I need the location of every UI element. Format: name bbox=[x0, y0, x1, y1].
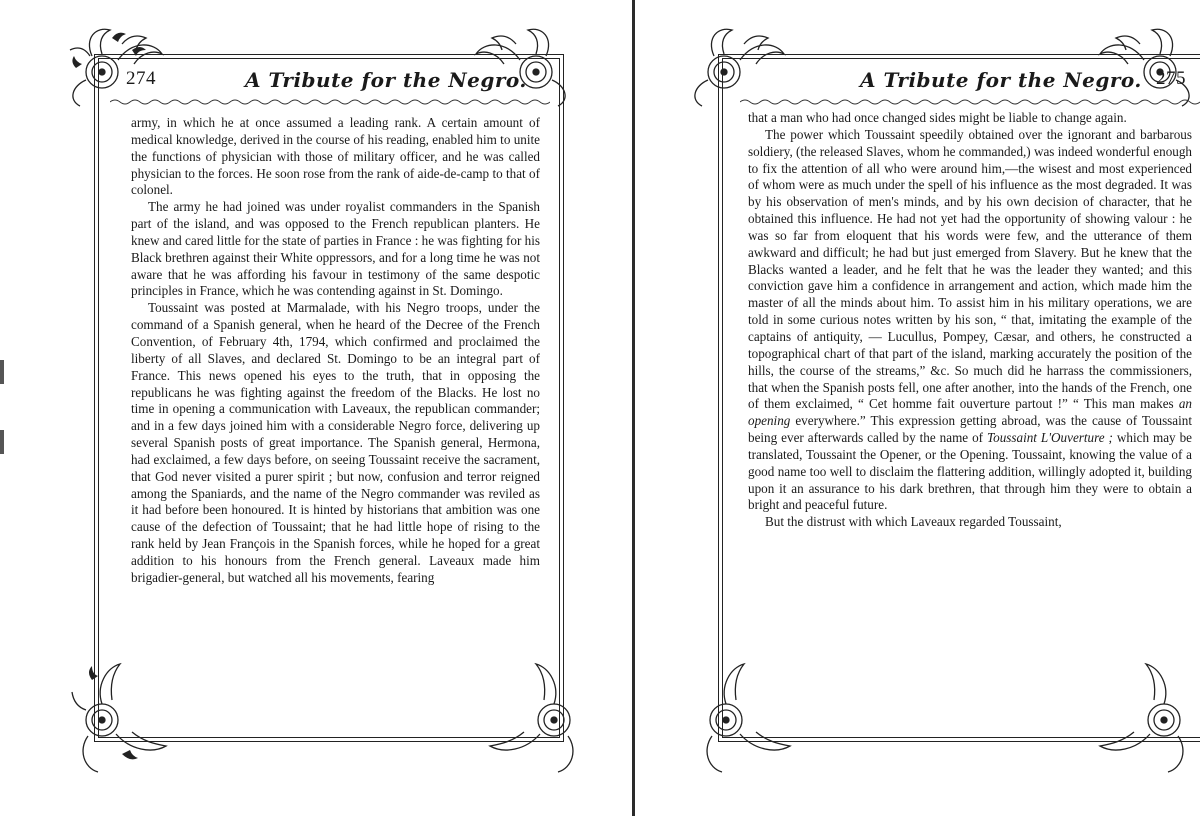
paragraph: that a man who had once changed sides might be liable to change again. bbox=[748, 110, 1127, 125]
running-title: A Tribute for the Negro. bbox=[860, 68, 1142, 92]
book-gutter bbox=[632, 0, 635, 816]
wavy-rule bbox=[110, 98, 550, 106]
paragraph bbox=[748, 127, 1192, 514]
page-number: 275 bbox=[1156, 68, 1186, 89]
paragraph: Toussaint was posted at Marmalade, with his Negro troops, under the command of a Spanish general, when he heard of the Decree of the French Convention, of February 4th, 1794, which confirmed and proclaimed the liberty of all Slaves, and declared St. Domingo to be an integral part of France. This news opened his eyes to the truth, that in opposing the republicans he was fighting against the freedom of the Blacks. He lost no time in opening a communication with Laveaux, the republican commander; and in a few days joined him with a considerable Negro force, delivering up several Spanish posts of great importance. The Spanish general, Hermona, had exclaimed, a few days before, on seeing Toussaint receive the sacrament, that God never visited a purer spirit ; but now, confusion and terror reigned among the Spaniards, and the name of the Negro commander was reviled as it had before been honoured. It is hinted by historians that ambition was one cause of the defection of Toussaint; that he had little hope of rising to the rank held by Jean François in the Spanish forces, while he hoped for a great addition to his honours from the French general. Laveaux made him brigadier-general, but watched all his movements, fearing bbox=[131, 300, 540, 585]
running-header bbox=[740, 68, 1200, 108]
right-page bbox=[640, 0, 1200, 816]
body-text bbox=[748, 110, 1192, 531]
paragraph-text: everywhere.” This expression getting abroad, was the cause of Toussaint being ever afterwards called by the name of bbox=[748, 413, 1192, 446]
paragraph: But the distrust with which Laveaux regarded Toussaint, bbox=[765, 514, 1062, 530]
corner-ornament-bottom-left bbox=[690, 650, 800, 780]
corner-ornament-bottom-right bbox=[1090, 650, 1200, 780]
italic-phrase: an opening bbox=[748, 396, 1192, 429]
paragraph-text: The power which Toussaint speedily obtained over the ignorant and barbarous soldiery, (the released Slaves, whom he commanded,) was indeed wonderful enough to fix the attention of all who were around him,—the wisest and most experienced of whom were as much under the spell of his influence as the most degraded. It was by his observation of men's minds, and by his own decision of character, that he obtained this influence. He had not yet had the opportunity of showing valour : he was so far from eloquent that his words were few, and the utterance of them awkward and difficult; he had but just emerged from Slavery. But he knew that the Blacks wanted a leader, and he felt that he was the leader they wanted; and this conviction gave him a confidence in arrangement and action, which made him the master of all the minds about him. To assist him in his military operations, we are told in some curious notes written by his son, “ that, imitating the example of the captains of antiquity, — Lucullus, Pompey, Cæsar, and others, he constructed a topographical chart of that part of the island, marking accurately the position of the hills, the course of the streams,” &c. So much did he harrass the commissioners, that when the Spanish posts fell, one after another, into the hands of the French, one of them exclaimed, “ Cet homme fait ouverture partout !” “ This man makes bbox=[748, 126, 1192, 412]
corner-ornament-bottom-right bbox=[480, 650, 590, 780]
running-title: A Tribute for the Negro. bbox=[245, 68, 527, 92]
running-header bbox=[110, 68, 550, 108]
body-text bbox=[131, 115, 540, 587]
paragraph-text: which may be translated, Toussaint the Opener, or the Opening. Toussaint, knowing the value of a good name too well to disclaim the flattering addition, willingly adopted it, building upon it an assurance to his dark brethren, that through him they were to obtain a bright and peaceful future. bbox=[748, 430, 1193, 513]
binding-mark bbox=[0, 360, 4, 384]
corner-ornament-bottom-left bbox=[66, 650, 176, 780]
page-number: 274 bbox=[126, 68, 156, 89]
wavy-rule bbox=[740, 98, 1200, 106]
paragraph: The army he had joined was under royalist commanders in the Spanish part of the island, and was opposed to the French republican planters. He knew and cared little for the state of parties in France : he was fighting for his Black brethren against their White oppressors, and for a long time he was not aware that he was affording his favour in testimony of the same despotic principles in France, which he was contending against in St. Domingo. bbox=[131, 199, 540, 299]
paragraph: army, in which he at once assumed a leading rank. A certain amount of medical knowledge, derived in the course of his reading, enabled him to unite the functions of physician with those of military officer, and he was called physician to the forces. He soon rose from the rank of aide-de-camp to that of colonel. bbox=[131, 115, 540, 198]
binding-mark bbox=[0, 430, 4, 454]
italic-name: Toussaint L'Ouverture ; bbox=[987, 430, 1113, 446]
